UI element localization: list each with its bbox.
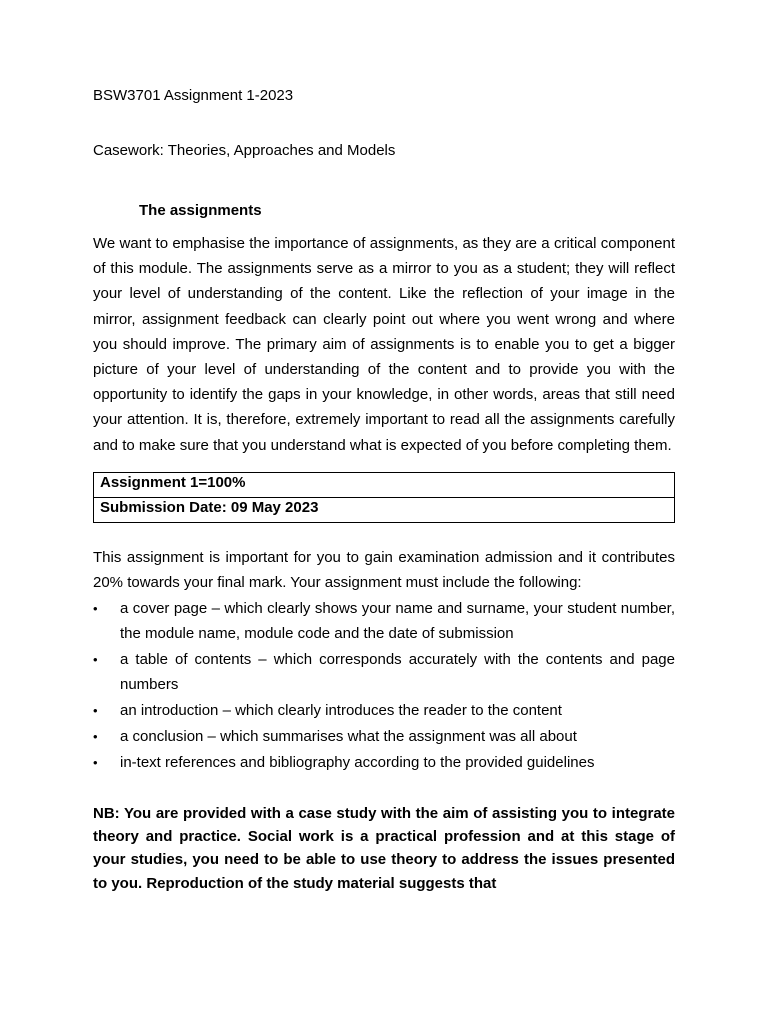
bullet-icon: • xyxy=(93,651,98,667)
list-item xyxy=(93,724,675,749)
section-heading: The assignments xyxy=(139,202,262,219)
bullet-icon: • xyxy=(93,728,98,744)
assignment-weight-cell: Assignment 1=100% xyxy=(94,472,675,497)
list-item xyxy=(93,750,675,775)
table-row xyxy=(94,497,675,522)
bullet-icon: • xyxy=(93,702,98,718)
table-row xyxy=(94,472,675,497)
list-item-text: a conclusion – which summarises what the assignment was all about xyxy=(120,727,577,745)
list-item-text: an introduction – which clearly introduces the reader to the content xyxy=(120,701,562,719)
module-assignment-code: BSW3701 Assignment 1-2023 xyxy=(93,87,294,104)
list-item-text: a cover page – which clearly shows your name and surname, your student number, the module name, module code and the date of submission xyxy=(120,599,675,642)
assignment-info-table xyxy=(93,472,675,523)
bullet-icon: • xyxy=(93,754,98,770)
document-page xyxy=(93,86,675,895)
requirements-intro: This assignment is important for you to gain examination admission and it contributes 20% towards your final mark. Your assignment must include the following: xyxy=(93,548,675,592)
list-item xyxy=(93,698,675,723)
nb-note-paragraph: NB: You are provided with a case study with the aim of assisting you to integrate theory and practice. Social work is a practical profession and at this stage of your studies, you need to be able to use theory to address the issues presented to you. Reproduction of the study material suggests that xyxy=(93,804,675,892)
module-title: Casework: Theories, Approaches and Models xyxy=(93,142,396,159)
list-item-text: a table of contents – which corresponds accurately with the contents and page numbers xyxy=(120,650,675,693)
bullet-icon: • xyxy=(93,600,98,616)
list-item-text: in-text references and bibliography according to the provided guidelines xyxy=(120,753,595,771)
submission-date-cell: Submission Date: 09 May 2023 xyxy=(94,497,675,522)
requirements-list xyxy=(93,596,675,775)
intro-paragraph: We want to emphasise the importance of assignments, as they are a critical component of this module. The assignments serve as a mirror to you as a student; they will reflect your level of understanding of the content. Like the reflection of your image in the mirror, assignment feedback can clearly point out where you went wrong and where you should improve. The primary aim of assignments is to enable you to get a bigger picture of your level of understanding of the content and to provide you with the opportunity to identify the gaps in your knowledge, in other words, areas that still need your attention. It is, therefore, extremely important to read all the assignments carefully and to make sure that you understand what is expected of you before completing them. xyxy=(93,235,675,454)
list-item xyxy=(93,647,675,697)
list-item xyxy=(93,596,675,646)
